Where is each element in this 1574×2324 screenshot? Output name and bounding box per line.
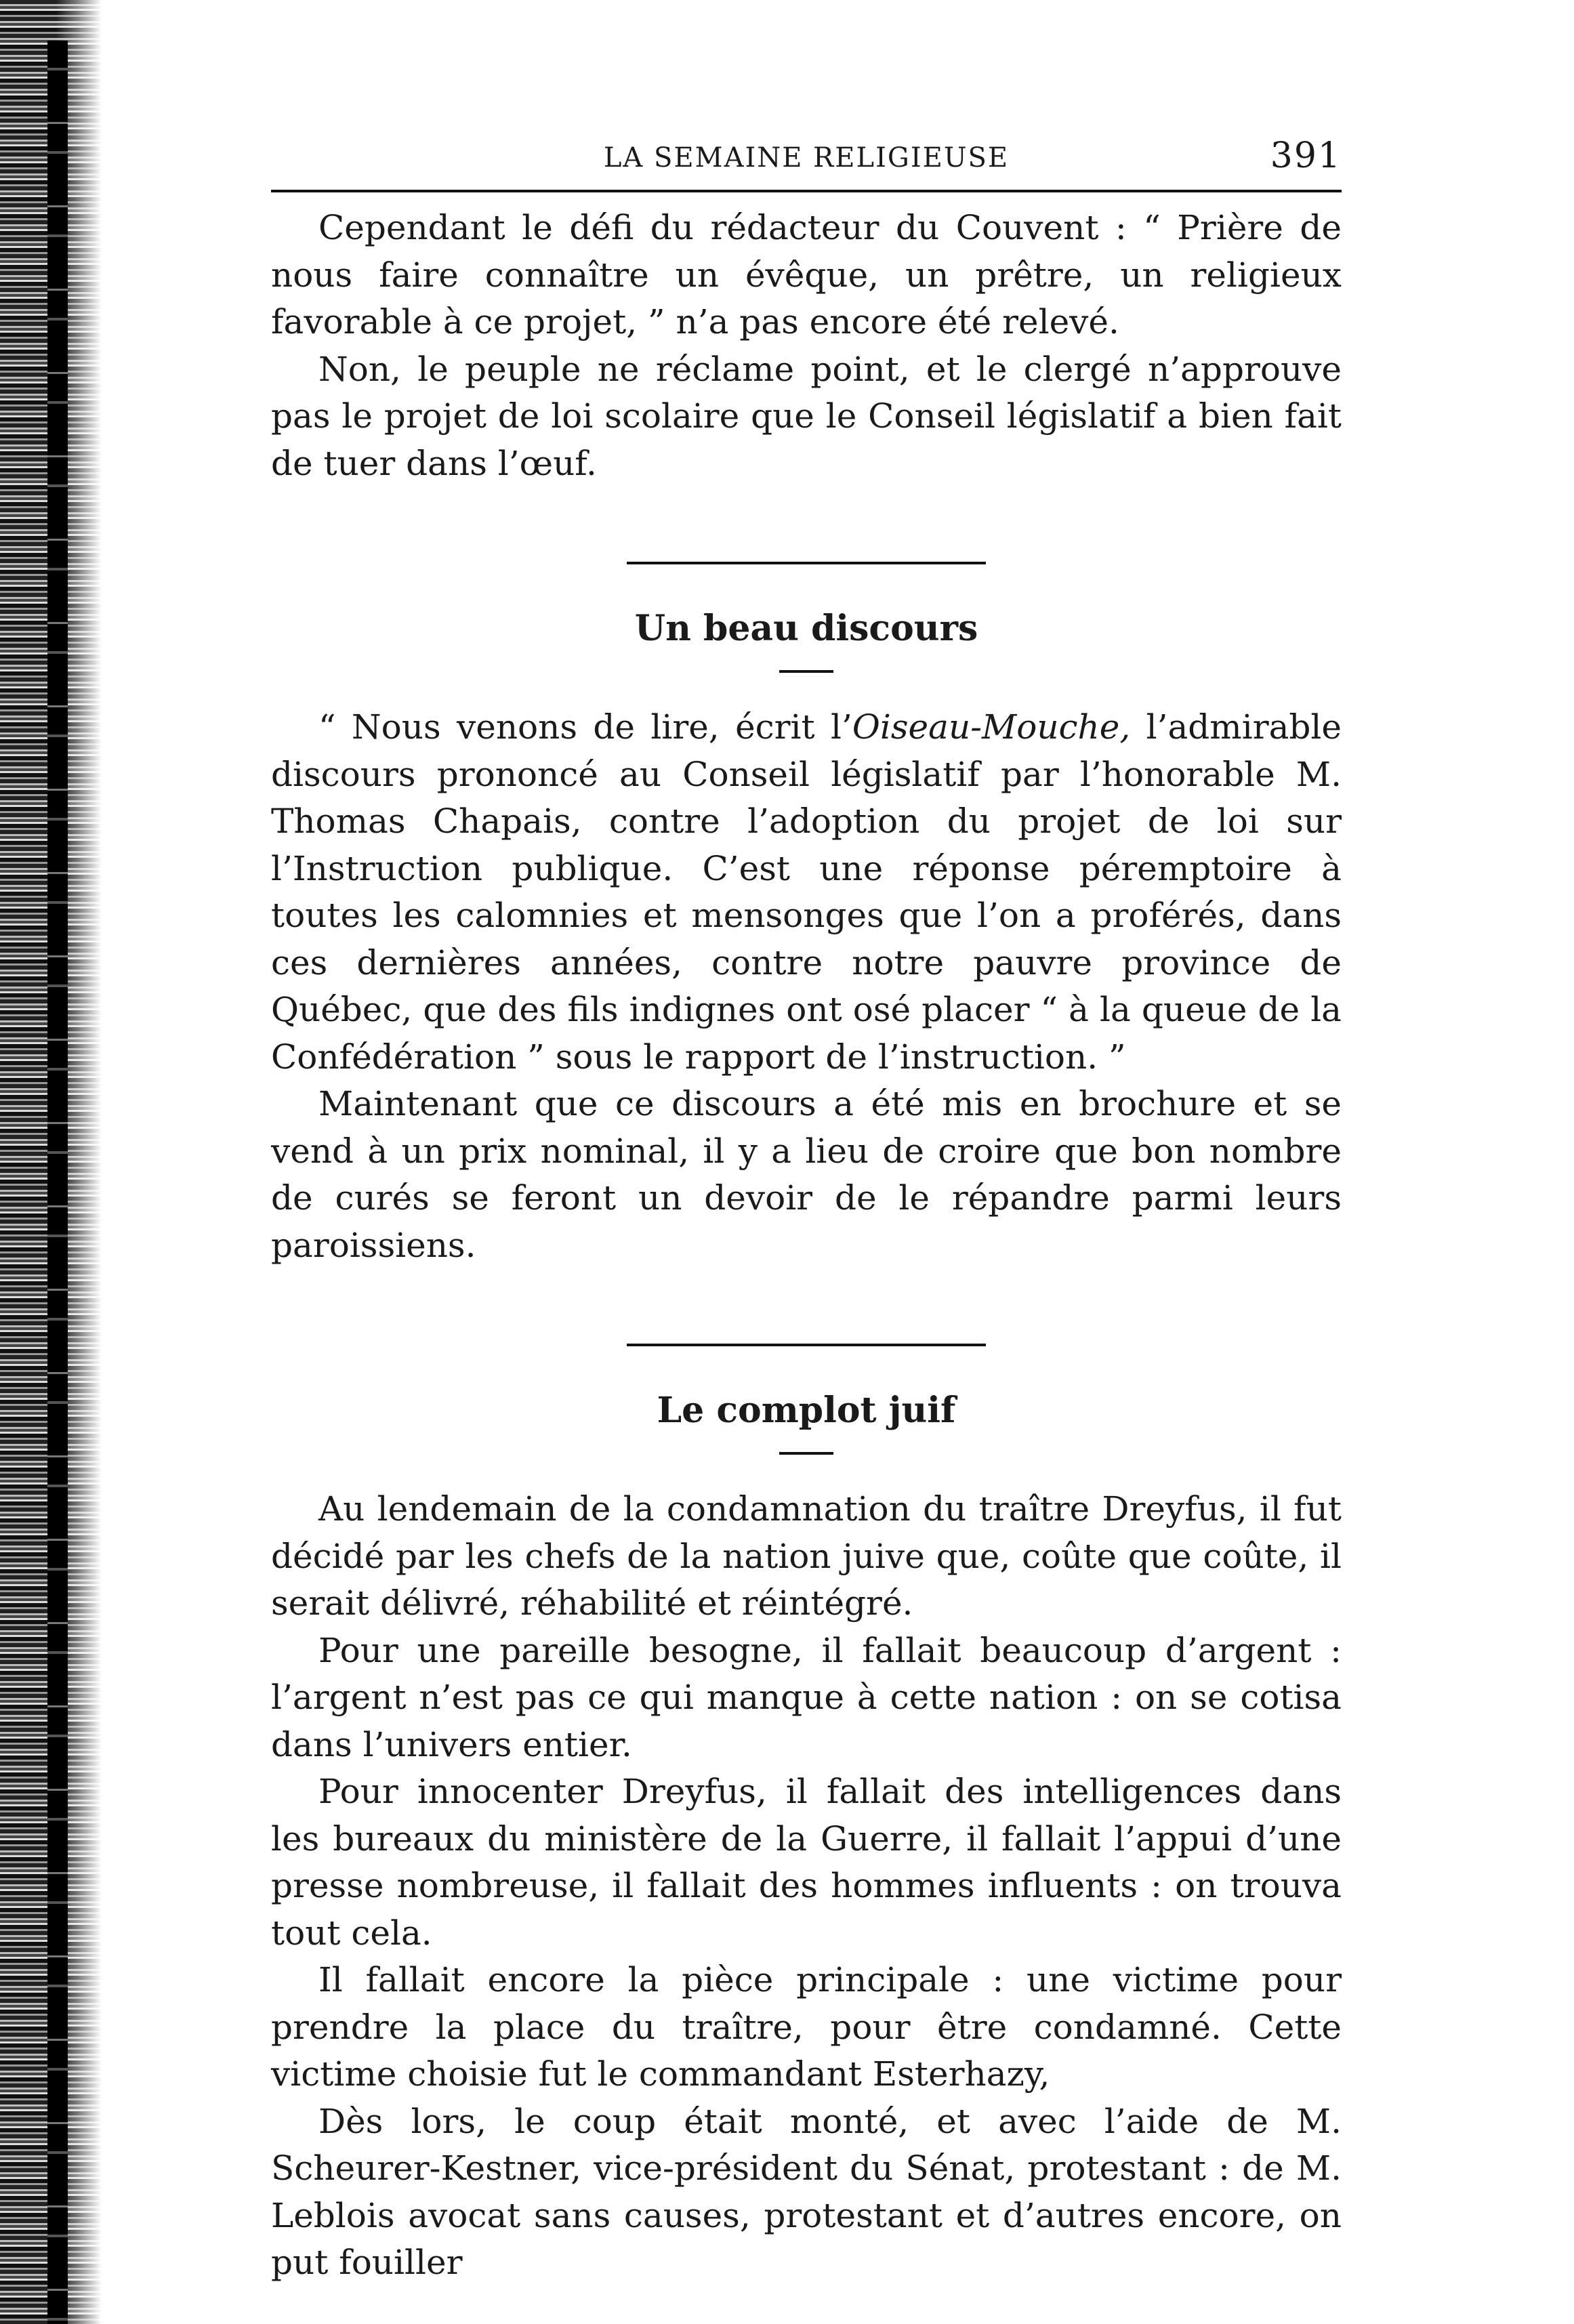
section2-paragraph-4: Il fallait encore la pièce principale : une victime pour prendre la place du traître, pour être condamné. Cette victime choisie fut le commandant Esterhazy, [271, 1960, 1342, 2094]
intro-paragraph-1: Cependant le défi du rédacteur du Couvent : “ Prière de nous faire connaître un évêque, un prêtre, un religieux favorable à ce projet, ” n’a pas encore été relevé. [271, 208, 1342, 341]
section1-paragraph-2: Maintenant que ce discours a été mis en brochure et se vend à un prix nominal, il y a lieu de croire que bon nombre de curés se feront un devoir de le répandre parmi leurs paroissiens. [271, 1084, 1342, 1265]
section2-paragraph-5: Dès lors, le coup était monté, et avec l’aide de M. Scheurer-Kestner, vice-président du Sénat, protestant : de M. Leblois avocat sans causes, protestant et d’autres encore, on put fouiller [271, 2101, 1342, 2282]
section1-paragraph-1 [271, 704, 1342, 1081]
quote-text-start: “ Nous venons de lire, écrit l’ [318, 707, 852, 747]
section2-paragraph-2: Pour une pareille besogne, il fallait beaucoup d’argent : l’argent n’est pas ce qui manque à cette nation : on se cotisa dans l’univers entier. [271, 1630, 1342, 1764]
section2-paragraph-1: Au lendemain de la condamnation du traître Dreyfus, il fut décidé par les chefs de la nation juive que, coûte que coûte, il serait délivré, réhabilité et réintégré. [271, 1489, 1342, 1623]
section2-paragraph-3: Pour innocenter Dreyfus, il fallait des intelligences dans les bureaux du ministère de la Guerre, il fallait l’appui d’une presse nombreuse, il fallait des hommes influents : on trouva tout cela. [271, 1772, 1342, 1953]
running-title: LA SEMAINE RELIGIEUSE [603, 142, 1010, 173]
section-title-beau-discours: Un beau discours [634, 608, 978, 649]
page-number: 391 [1270, 136, 1342, 176]
header-rule [271, 190, 1342, 192]
book-binding-edge [47, 41, 68, 2324]
quote-text-rest: l’admirable discours prononcé au Conseil législatif par l’honorable M. Thomas Chapais, contre l’adoption du projet de loi sur l’Instruction publique. C’est une réponse péremptoire à toutes les calomnies et mensonges que l’on a proférés, dans ces dernières années, contre notre pauvre province de Québec, que des fils indignes ont osé placer “ à la queue de la Confédération ” sous le rapport de l’instruction. ” [271, 707, 1342, 1077]
journal-name: Oiseau-Mouche, [852, 707, 1131, 747]
title-dash-1 [779, 670, 833, 673]
section-title-complot-juif: Le complot juif [657, 1390, 956, 1431]
intro-paragraph-2: Non, le peuple ne réclame point, et le clergé n’approuve pas le projet de loi scolaire que le Conseil législatif a bien fait de tuer dans l’œuf. [271, 349, 1342, 483]
page [271, 136, 1342, 2287]
title-dash-2 [779, 1452, 833, 1455]
section-separator-2 [627, 1344, 986, 1346]
section-separator-1 [627, 562, 986, 564]
running-head [271, 136, 1342, 183]
